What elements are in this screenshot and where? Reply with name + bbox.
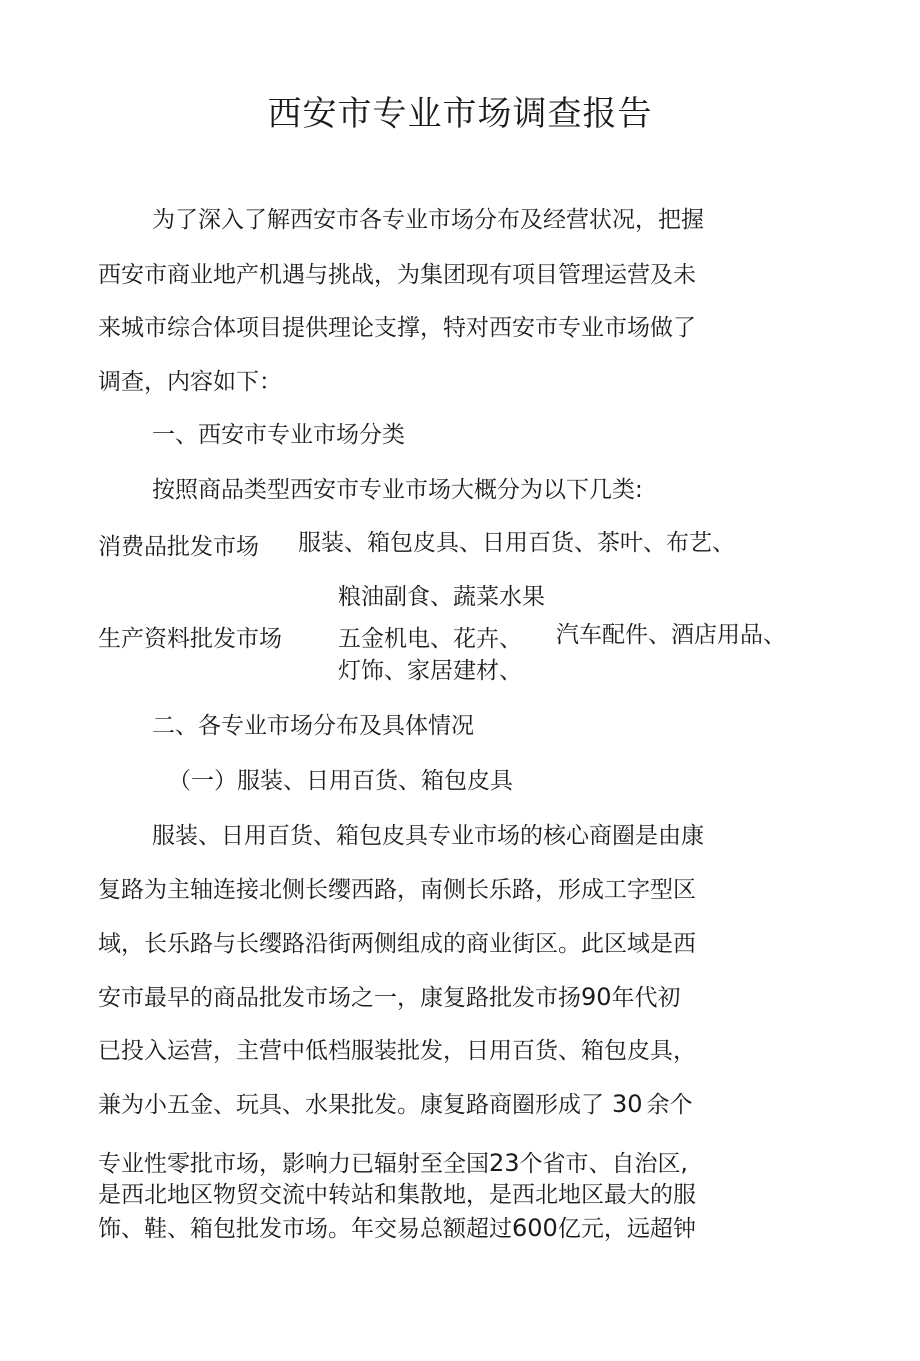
section-1-lead: 按照商品类型西安市专业市场大概分为以下几类: (152, 477, 643, 503)
intro-line-3: 来城市综合体项目提供理论支撑，特对西安市专业市场做了 (98, 315, 696, 341)
production-market-items-2: 汽车配件、酒店用品、 (556, 622, 786, 648)
subsection-1-heading: （一）服装、日用百货、箱包皮具 (168, 768, 513, 794)
document-title: 西安市专业市场调查报告 (267, 94, 653, 134)
body-line-5: 已投入运营，主营中低档服装批发，日用百货、箱包皮具， (98, 1038, 696, 1064)
production-market-label: 生产资料批发市场 (98, 626, 282, 652)
body-line-8: 是西北地区物贸交流中转站和集散地，是西北地区最大的服 (98, 1182, 696, 1208)
section-1-heading: 一、西安市专业市场分类 (152, 422, 405, 448)
intro-line-2: 西安市商业地产机遇与挑战，为集团现有项目管理运营及未 (98, 262, 696, 288)
intro-line-1: 为了深入了解西安市各专业市场分布及经营状况，把握 (152, 207, 704, 233)
body-line-1: 服装、日用百货、箱包皮具专业市场的核心商圈是由康 (152, 823, 704, 849)
section-2-heading: 二、各专业市场分布及具体情况 (152, 713, 474, 739)
body-line-4-text-a: 安市最早的商品批发市场之一，康复路批发市扬 (98, 985, 581, 1011)
body-line-6 (98, 1089, 693, 1120)
production-market-items-1: 五金机电、花卉、 (338, 626, 522, 652)
body-line-7-text-b: 个省市、自治区, (519, 1151, 688, 1177)
consumer-market-items-1: 服装、箱包皮具、日用百货、茶叶、布艺、 (298, 530, 735, 556)
body-line-7-text-a: 专业性零批市场，影响力已辐射至全国 (98, 1151, 489, 1177)
body-line-3: 域，长乐路与长缨路沿街两侧组成的商业街区。此区域是西 (98, 931, 696, 957)
body-line-4 (98, 982, 681, 1013)
body-line-6-number: 30 (612, 1090, 643, 1118)
consumer-market-label: 消费品批发市场 (98, 534, 259, 560)
body-line-7 (98, 1148, 688, 1179)
body-line-7-number: 23 (489, 1149, 520, 1177)
consumer-market-items-2: 粮油副食、蔬菜水果 (338, 584, 545, 610)
body-line-9-text-b: 亿元，远超钟 (557, 1216, 696, 1242)
intro-line-4: 调查，内容如下： (98, 369, 282, 395)
body-line-6-text-b: 余个 (646, 1092, 693, 1118)
body-line-9 (98, 1213, 696, 1244)
body-line-2: 复路为主轴连接北侧长缨西路，南侧长乐路，形成工字型区 (98, 877, 696, 903)
body-line-6-text-a: 兼为小五金、玩具、水果批发。康复路商圈形成了 (98, 1092, 604, 1118)
body-line-4-text-b: 年代初 (611, 985, 681, 1011)
body-line-4-number: 90 (581, 983, 612, 1011)
body-line-9-number: 600 (512, 1214, 558, 1242)
body-line-9-text-a: 饰、鞋、箱包批发市场。年交易总额超过 (98, 1216, 512, 1242)
production-market-items-3: 灯饰、家居建材、 (338, 658, 522, 684)
